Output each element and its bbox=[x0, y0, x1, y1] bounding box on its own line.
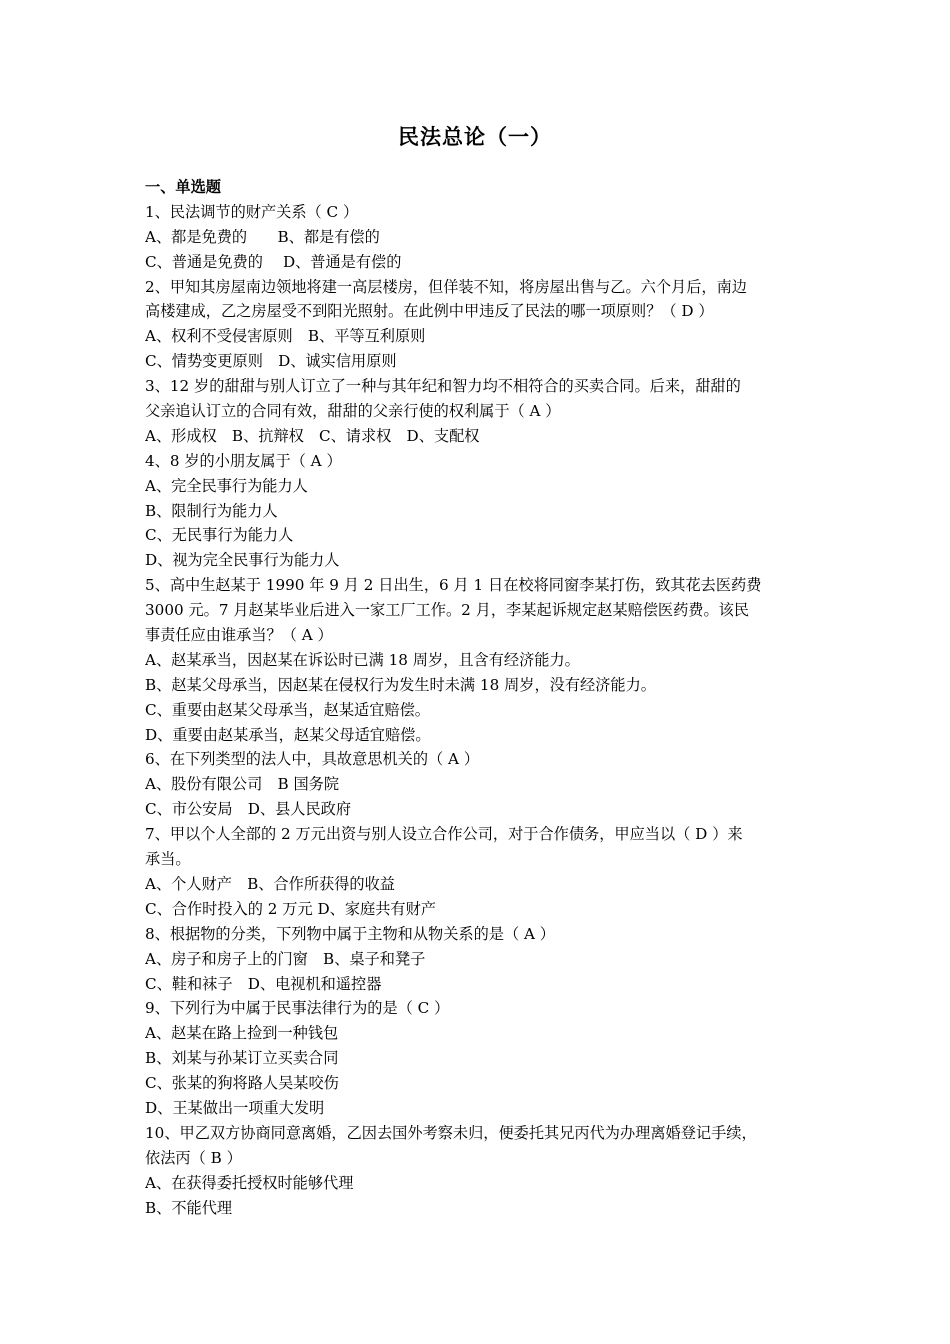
text-line: B、赵某父母承当，因赵某在侵权行为发生时未满 18 周岁，没有经济能力。 bbox=[145, 675, 656, 694]
text-line: A、赵某在路上捡到一种钱包 bbox=[145, 1024, 339, 1043]
text-line: 4、8 岁的小朋友属于（ A ） bbox=[145, 451, 342, 470]
text-line: 父亲追认订立的合同有效，甜甜的父亲行使的权利属于（ A ） bbox=[145, 402, 561, 421]
text-line: B、限制行为能力人 bbox=[145, 501, 278, 520]
text-line: A、形成权 B、抗辩权 C、请求权 D、支配权 bbox=[145, 426, 480, 445]
text-line: 10、甲乙双方协商同意离婚，乙因去国外考察未归，便委托其兄丙代为办理离婚登记手续， bbox=[145, 1123, 757, 1142]
text-line: 5、高中生赵某于 1990 年 9 月 2 日出生，6 月 1 日在校将同窗李某打伤，致其花去医药费 bbox=[145, 576, 762, 595]
text-line: 1、民法调节的财产关系（ C ） bbox=[145, 202, 359, 221]
text-line: B、刘某与孙某订立买卖合同 bbox=[145, 1049, 339, 1068]
text-line: D、视为完全民事行为能力人 bbox=[145, 551, 340, 570]
section-heading: 一、单选题 bbox=[145, 178, 221, 196]
text-line: C、无民事行为能力人 bbox=[145, 526, 294, 545]
text-line: 7、甲以个人全部的 2 万元出资与别人设立合作公司，对于合作债务，甲应当以（ D ）来 bbox=[145, 825, 743, 844]
text-line: A、房子和房子上的门窗 B、桌子和凳子 bbox=[145, 949, 426, 968]
text-line: 依法丙（ B ） bbox=[145, 1148, 242, 1167]
text-line: C、情势变更原则 D、诚实信用原则 bbox=[145, 352, 397, 371]
text-line: B、不能代理 bbox=[145, 1198, 233, 1217]
text-line: 事责任应由谁承当？（ A ） bbox=[145, 626, 333, 645]
text-line: 3000 元。7 月赵某毕业后进入一家工厂工作。2 月，李某起诉规定赵某赔偿医药费。该民 bbox=[145, 601, 750, 620]
text-line: A、赵某承当，因赵某在诉讼时已满 18 周岁，且含有经济能力。 bbox=[145, 650, 580, 669]
text-line: D、王某做出一项重大发明 bbox=[145, 1098, 325, 1117]
document-body bbox=[145, 175, 813, 1220]
text-line: C、重要由赵某父母承当，赵某适宜赔偿。 bbox=[145, 700, 430, 719]
text-line: A、个人财产 B、合作所获得的收益 bbox=[145, 874, 395, 893]
text-line: 承当。 bbox=[145, 850, 191, 869]
text-line: 9、下列行为中属于民事法律行为的是（ C ） bbox=[145, 999, 450, 1018]
text-line: C、普通是免费的 D、普通是有偿的 bbox=[145, 252, 402, 271]
text-line: A、完全民事行为能力人 bbox=[145, 476, 308, 495]
text-line: 2、甲知其房屋南边领地将建一高层楼房，但佯装不知，将房屋出售与乙。六个月后，南边 bbox=[145, 277, 747, 296]
document-title: 民法总论（一） bbox=[398, 124, 552, 149]
question-lines bbox=[145, 200, 813, 1221]
text-line: A、权利不受侵害原则 B、平等互利原则 bbox=[145, 327, 426, 346]
text-line: A、股份有限公司 B 国务院 bbox=[145, 775, 340, 794]
text-line: A、在获得委托授权时能够代理 bbox=[145, 1173, 354, 1192]
text-line: A、都是免费的 B、都是有偿的 bbox=[145, 227, 380, 246]
text-line: 8、根据物的分类，下列物中属于主物和从物关系的是（ A ） bbox=[145, 924, 555, 943]
text-line: C、鞋和袜子 D、电视机和遥控器 bbox=[145, 974, 382, 993]
text-line: 高楼建成，乙之房屋受不到阳光照射。在此例中甲违反了民法的哪一项原则？（ D ） bbox=[145, 302, 714, 321]
text-line: 6、在下列类型的法人中，具故意思机关的（ A ） bbox=[145, 750, 480, 769]
text-line: C、张某的狗将路人吴某咬伤 bbox=[145, 1074, 339, 1093]
text-line: 3、12 岁的甜甜与别人订立了一种与其年纪和智力均不相符合的买卖合同。后来，甜甜的 bbox=[145, 377, 741, 396]
text-line: C、合作时投入的 2 万元 D、家庭共有财产 bbox=[145, 899, 436, 918]
text-line: C、市公安局 D、县人民政府 bbox=[145, 800, 352, 819]
text-line: D、重要由赵某承当，赵某父母适宜赔偿。 bbox=[145, 725, 431, 744]
